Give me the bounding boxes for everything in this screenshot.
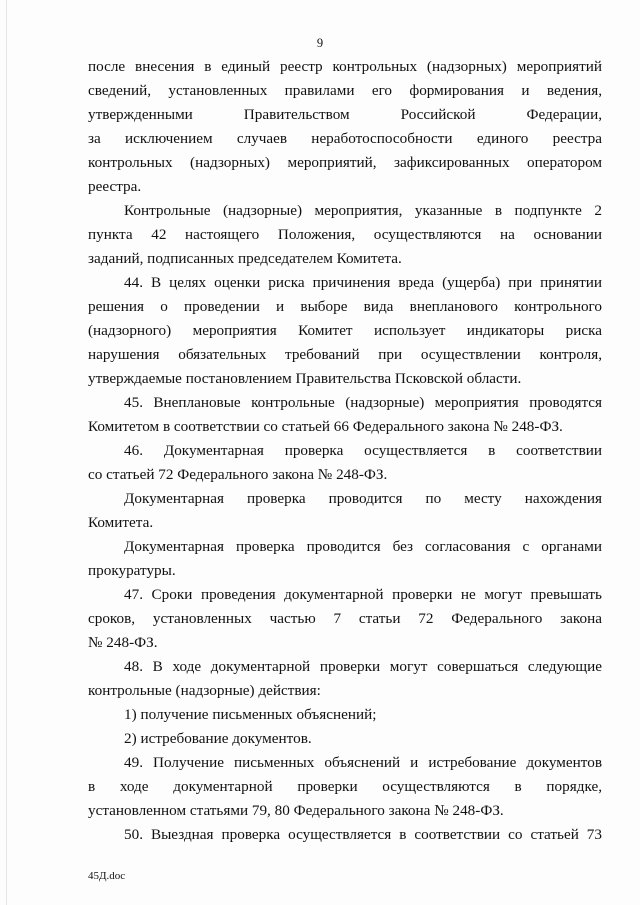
paragraph-p44 bbox=[88, 271, 602, 391]
text-line: 46. Документарная проверка осуществляется в соответствии bbox=[124, 442, 602, 459]
text-line: № 248-ФЗ. bbox=[88, 634, 158, 651]
page-number: 9 bbox=[316, 36, 324, 50]
text-line: контрольных (надзорных) мероприятий, зафиксированных оператором bbox=[88, 154, 602, 171]
text-line: 2) истребование документов. bbox=[124, 730, 312, 747]
footer-filename: 45Д.doc bbox=[88, 870, 126, 882]
text-line: в ходе документарной проверки осуществляются в порядке, bbox=[88, 778, 602, 795]
paragraph-p45 bbox=[88, 391, 602, 439]
text-line: со статьей 72 Федерального закона № 248-ФЗ. bbox=[88, 466, 388, 483]
text-line: реестра. bbox=[88, 178, 142, 195]
text-line: прокуратуры. bbox=[88, 562, 176, 579]
text-line: пункта 42 настоящего Положения, осуществляются на основании bbox=[88, 226, 602, 243]
text-line: Комитетом в соответствии со статьей 66 Федерального закона № 248-ФЗ. bbox=[88, 418, 563, 435]
text-line: утверждаемые постановлением Правительства Псковской области. bbox=[88, 370, 522, 387]
text-line: Комитета. bbox=[88, 514, 154, 531]
text-line: 45. Внеплановые контрольные (надзорные) мероприятия проводятся bbox=[124, 394, 602, 411]
text-line: 49. Получение письменных объяснений и истребование документов bbox=[124, 754, 602, 771]
text-line: 44. В целях оценки риска причинения вреда (ущерба) при принятии bbox=[124, 274, 602, 291]
text-line: Документарная проверка проводится без согласования с органами bbox=[124, 538, 602, 555]
text-line: сроков, установленных частью 7 статьи 72 Федерального закона bbox=[88, 610, 602, 627]
text-line: контрольные (надзорные) действия: bbox=[88, 682, 321, 699]
text-line: 47. Сроки проведения документарной проверки не могут превышать bbox=[124, 586, 602, 603]
text-line: нарушения обязательных требований при осуществлении контроля, bbox=[88, 346, 602, 363]
paragraph-p-subitem bbox=[88, 199, 602, 271]
paragraph-p49 bbox=[88, 751, 602, 823]
paragraph-p46 bbox=[88, 439, 602, 487]
text-line: заданий, подписанных председателем Комитета. bbox=[88, 250, 402, 267]
paragraph-p47 bbox=[88, 583, 602, 655]
text-line: 1) получение письменных объяснений; bbox=[124, 706, 377, 723]
paragraph-p50 bbox=[88, 823, 602, 847]
text-line: Контрольные (надзорные) мероприятия, указанные в подпункте 2 bbox=[124, 202, 602, 219]
text-line: решения о проведении и выборе вида внепланового контрольного bbox=[88, 298, 602, 315]
paragraph-p48-2 bbox=[88, 727, 602, 751]
text-line: утвержденными Правительством Российской Федерации, bbox=[88, 106, 602, 123]
text-line: за исключением случаев неработоспособности единого реестра bbox=[88, 130, 602, 147]
paragraph-cont bbox=[88, 55, 602, 199]
text-line: (надзорного) мероприятия Комитет использует индикаторы риска bbox=[88, 322, 602, 339]
text-line: сведений, установленных правилами его формирования и ведения, bbox=[88, 82, 602, 99]
paragraph-p48-1 bbox=[88, 703, 602, 727]
text-line: Документарная проверка проводится по месту нахождения bbox=[124, 490, 602, 507]
text-line: 50. Выездная проверка осуществляется в соответствии со статьей 73 bbox=[124, 826, 602, 843]
document-body bbox=[88, 55, 602, 847]
paragraph-p46-agree bbox=[88, 535, 602, 583]
text-line: установленном статьями 79, 80 Федерального закона № 248-ФЗ. bbox=[88, 802, 504, 819]
paragraph-p46-place bbox=[88, 487, 602, 535]
paragraph-p48 bbox=[88, 655, 602, 703]
text-line: 48. В ходе документарной проверки могут совершаться следующие bbox=[124, 658, 602, 675]
text-line: после внесения в единый реестр контрольных (надзорных) мероприятий bbox=[88, 58, 602, 75]
